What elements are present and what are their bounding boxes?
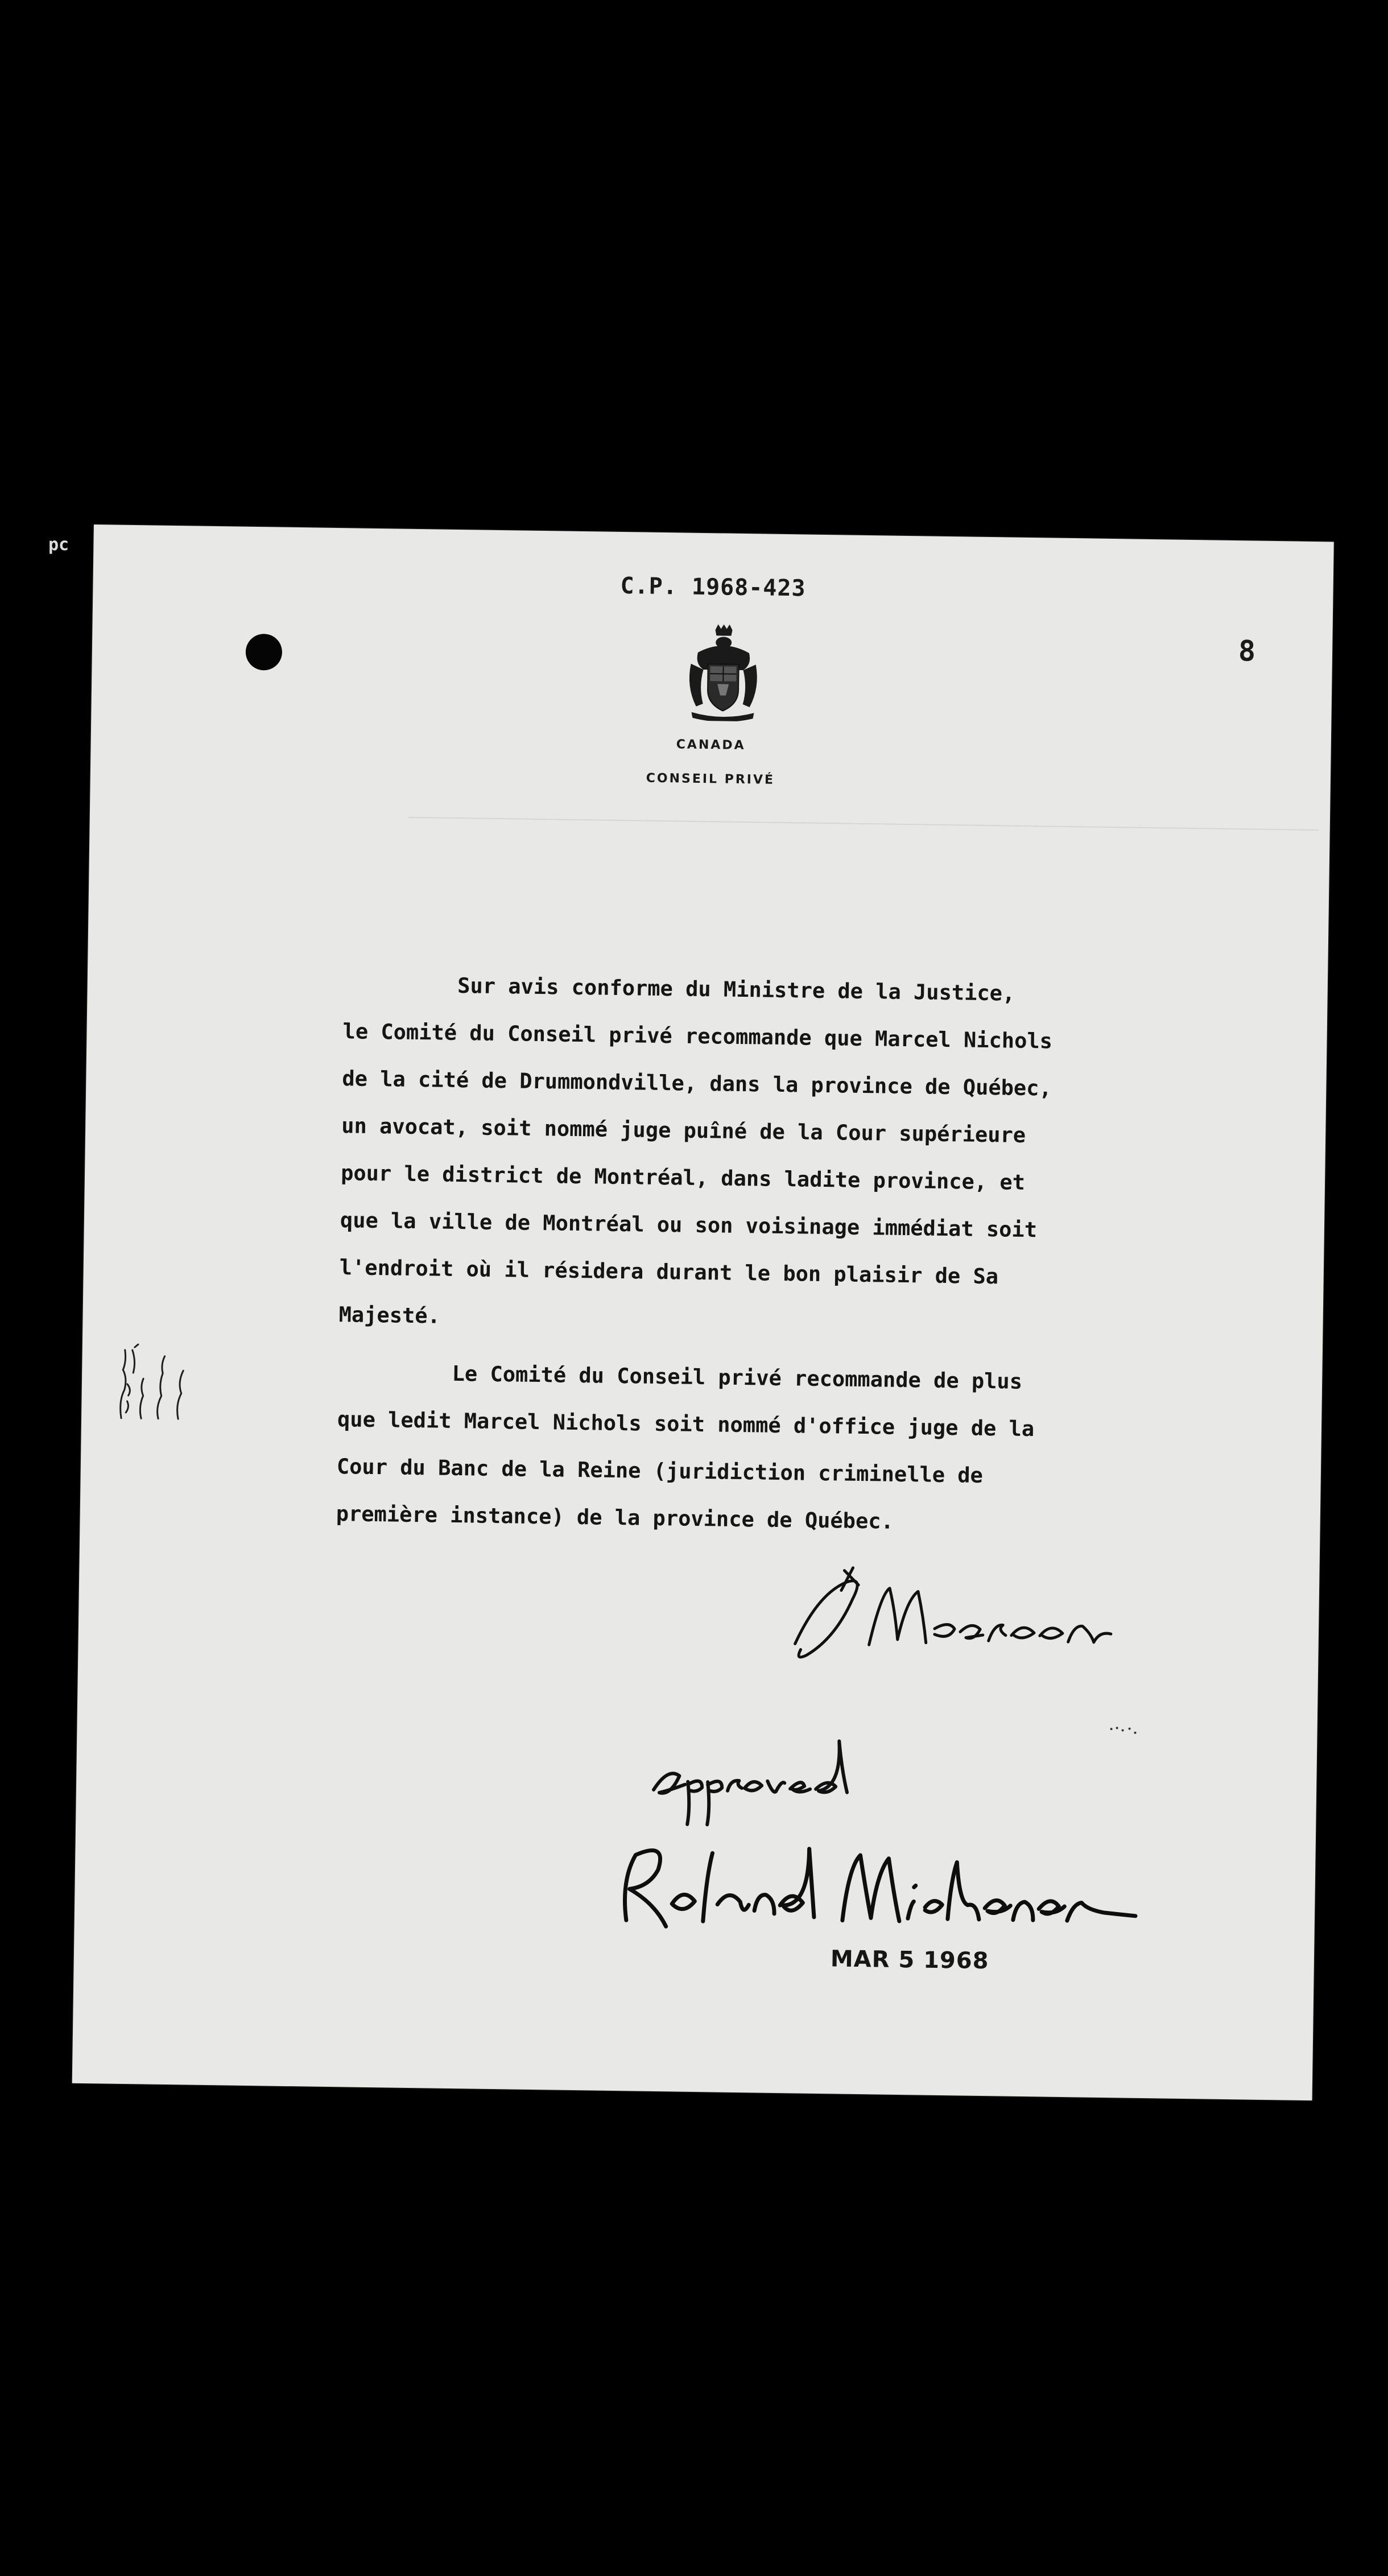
paragraph-1-line: que la ville de Montréal ou son voisinage immédiat soit	[340, 1208, 1038, 1242]
ink-speck	[1106, 1722, 1141, 1740]
paragraph-2-line: Le Comité du Conseil privé recommande de plus	[337, 1360, 1023, 1394]
order-body	[336, 960, 1311, 1551]
paragraph-1-line: l'endroit où il résidera durant le bon plaisir de Sa	[339, 1255, 999, 1289]
paragraph-2-line: que ledit Marcel Nichols soit nommé d'office juge de la	[337, 1407, 1035, 1442]
paragraph-2-line: Cour du Banc de la Reine (juridiction criminelle de	[336, 1454, 984, 1488]
approved-handwriting	[645, 1727, 885, 1833]
pm-signature	[783, 1558, 1126, 1677]
paragraph-1-line: de la cité de Drummondville, dans la province de Québec,	[342, 1066, 1052, 1101]
order-number: C.P. 1968-423	[620, 572, 806, 602]
country-name: CANADA	[676, 737, 746, 753]
governor-general-signature	[603, 1829, 1145, 1950]
margin-note-handwriting	[110, 1339, 259, 1426]
paragraph-1-line: pour le district de Montréal, dans ladite province, et	[340, 1161, 1026, 1195]
header-divider	[408, 817, 1319, 831]
date-stamp: MAR 5 1968	[830, 1946, 989, 1975]
document-page	[72, 525, 1334, 2100]
paragraph-1-line: Sur avis conforme du Ministre de la Justice,	[343, 972, 1015, 1006]
paragraph-1-line: le Comité du Conseil privé recommande que Marcel Nichols	[342, 1019, 1053, 1054]
coat-of-arms-icon	[685, 624, 761, 722]
page-number: 8	[1238, 634, 1256, 668]
corner-mark: pc	[48, 535, 69, 555]
paragraph-1-line: un avocat, soit nommé juge puîné de la Cour supérieure	[341, 1113, 1026, 1147]
paragraph-2-line: première instance) de la province de Québec.	[336, 1501, 894, 1534]
council-name: CONSEIL PRIVÉ	[646, 771, 775, 787]
punch-hole	[245, 634, 282, 671]
paragraph-1-line: Majesté.	[338, 1302, 441, 1328]
